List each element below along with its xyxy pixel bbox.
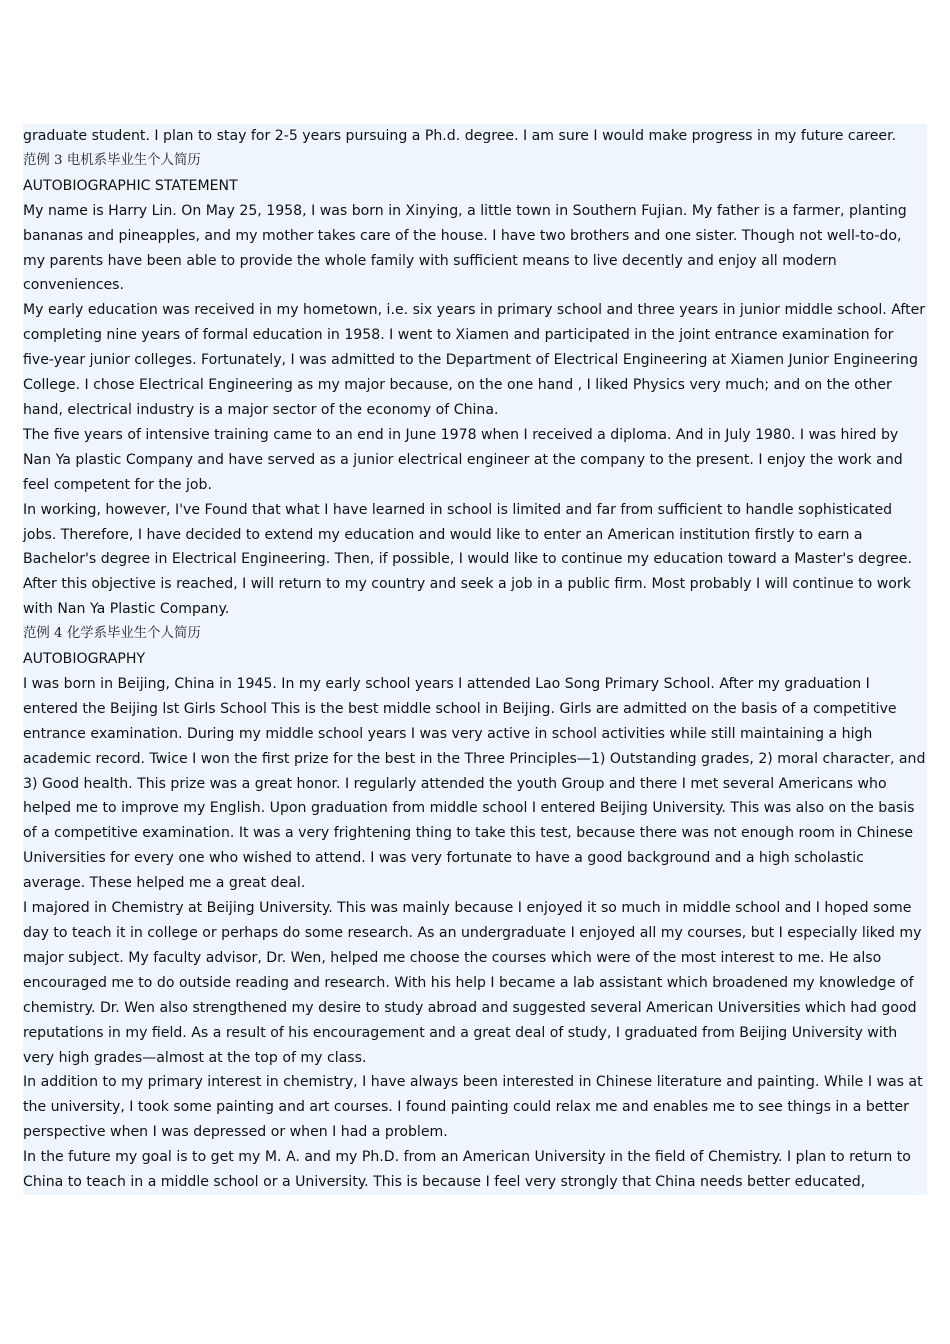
statement-title: AUTOBIOGRAPHIC STATEMENT — [23, 177, 238, 194]
example-3-heading: 范例 3 电机系毕业生个人简历 — [23, 152, 201, 168]
paragraph-future-goal: In the future my goal is to get my M. A. and my Ph.D. from an American University in the field of Chemistry. I plan to return to China to teach in a middle school or a University. This is because I feel very strongly that China needs better educated, — [23, 1149, 911, 1191]
example-4-heading: 范例 4 化学系毕业生个人简历 — [23, 626, 201, 642]
document-body — [23, 124, 927, 1195]
autobiography-title: AUTOBIOGRAPHY — [23, 651, 146, 668]
paragraph-training: The five years of intensive training came to an end in June 1978 when I received a diploma. And in July 1980. I was hired by Nan Ya plastic Company and have served as a junior electrical engineer at the company to the present. I enjoy the work and feel competent for the job. — [23, 426, 903, 493]
paragraph-working: In working, however, I've Found that what I have learned in school is limited and far from sufficient to handle sophisticated jobs. Therefore, I have decided to extend my education and would like to enter an American institution firstly to earn a Bachelor's degree in Electrical Engineering. Then, if possible, I would like to continue my education toward a Master's degree. — [23, 501, 912, 568]
paragraph-continuation: graduate student. I plan to stay for 2-5 years pursuing a Ph.d. degree. I am sure I would make progress in my future career. — [23, 128, 897, 144]
paragraph-early-education: My early education was received in my hometown, i.e. six years in primary school and three years in junior middle school. After completing nine years of formal education in 1958. I went to Xiamen and participated in the joint entrance examination for five-year junior colleges. Fortunately, I was admitted to the Department of Electrical Engineering at Xiamen Junior Engineering College. I chose Electrical Engineering as my major because, on the one hand , I liked Physics very much; and on the other hand, electrical industry is a major sector of the economy of China. — [23, 302, 926, 418]
paragraph-interests: In addition to my primary interest in chemistry, I have always been interested in Chinese literature and painting. While I was at the university, I took some painting and art courses. I found painting could relax me and enables me to see things in a better perspective when I was depressed or when I had a problem. — [23, 1074, 923, 1141]
paragraph-background: My name is Harry Lin. On May 25, 1958, I was born in Xinying, a little town in Southern Fujian. My father is a farmer, planting bananas and pineapples, and my mother takes care of the house. I have two brothers and one sister. Though not well-to-do, my parents have been able to provide the whole family with sufficient means to live decently and enjoy all modern conveniences. — [23, 202, 907, 294]
paragraph-objective: After this objective is reached, I will return to my country and seek a job in a public firm. Most probably I will continue to work with Nan Ya Plastic Company. — [23, 576, 911, 618]
paragraph-chemistry-major: I majored in Chemistry at Beijing University. This was mainly because I enjoyed it so much in middle school and I hoped some day to teach it in college or perhaps do some research. As an undergraduate I enjoyed all my courses, but I especially liked my major subject. My faculty advisor, Dr. Wen, helped me choose the courses which were of the most interest to me. He also encouraged me to do outside reading and research. With his help I became a lab assistant which broadened my knowledge of chemistry. Dr. Wen also strengthened my desire to study abroad and suggested several American Universities which had good reputations in my field. As a result of his encouragement and a great deal of study, I graduated from Beijing University with very high grades—almost at the top of my class. — [23, 900, 922, 1066]
paragraph-early-years: I was born in Beijing, China in 1945. In my early school years I attended Lao Song Primary School. After my graduation I entered the Beijing lst Girls School This is the best middle school in Beijing. Girls are admitted on the basis of a competitive entrance examination. During my middle school years I was very active in school activities while still maintaining a high academic record. Twice I won the first prize for the best in the Three Principles—1) Outstanding grades, 2) moral character, and 3) Good health. This prize was a great honor. I regularly attended the youth Group and there I met several Americans who helped me to improve my English. Upon graduation from middle school I entered Beijing University. This was also on the basis of a competitive examination. It was a very frightening thing to take this test, because there was not enough room in Chinese Universities for every one who wished to attend. I was very fortunate to have a good background and a high scholastic average. These helped me a great deal. — [23, 675, 926, 892]
